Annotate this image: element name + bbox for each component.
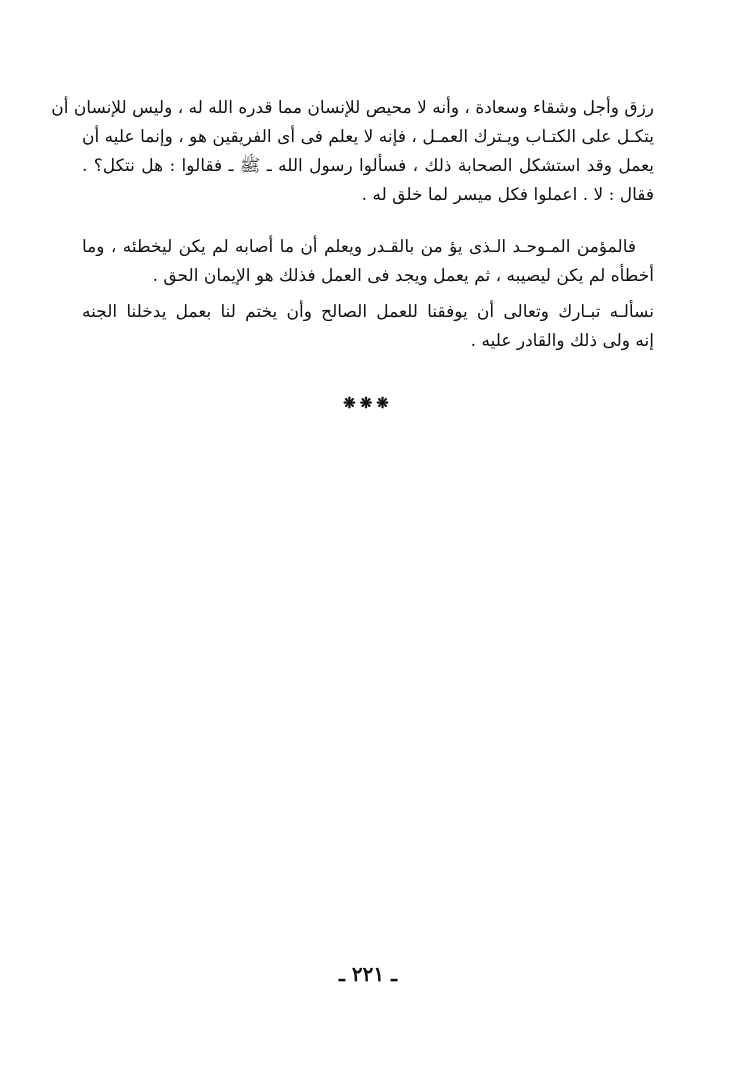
- page-number: ـ ٢٢١ ـ: [339, 962, 397, 986]
- section-separator: ❋❋❋: [343, 394, 393, 412]
- paragraph-3: [82, 298, 654, 356]
- paragraph-line: فقال : لا . اعملوا فكل ميسر لما خلق له .: [361, 185, 654, 205]
- paragraph-line: إنه ولى ذلك والقادر عليه .: [470, 331, 654, 351]
- paragraph-line: فالمؤمن المـوحـد الـذى يؤ من بالقـدر ويعلم أن ما أصابه لم يكن ليخطئه ، وما: [82, 237, 636, 257]
- paragraph-line: رزق وأجل وشقاء وسعادة ، وأنه لا محيص للإنسان مما قدره الله له ، وليس للإنسان أن: [51, 98, 654, 118]
- paragraph-line: يعمل وقد استشكل الصحابة ذلك ، فسألوا رسول الله ـ ﷺ ـ فقالوا : هل نتكل؟ .: [82, 156, 654, 176]
- paragraph-1: [51, 94, 654, 210]
- paragraph-2: [82, 233, 654, 291]
- paragraph-line: يتكـل على الكتـاب ويـترك العمـل ، فإنه لا يعلم فى أى الفريقين هو ، وإنما عليه أن: [82, 127, 654, 147]
- paragraph-line: أخطأه لم يكن ليصيبه ، ثم يعمل ويجد فى العمل فذلك هو الإيمان الحق .: [152, 266, 654, 286]
- paragraph-line: نسألـه تبـارك وتعالى أن يوفقنا للعمل الصالح وأن يختم لنا بعمل يدخلنا الجنه: [82, 302, 654, 322]
